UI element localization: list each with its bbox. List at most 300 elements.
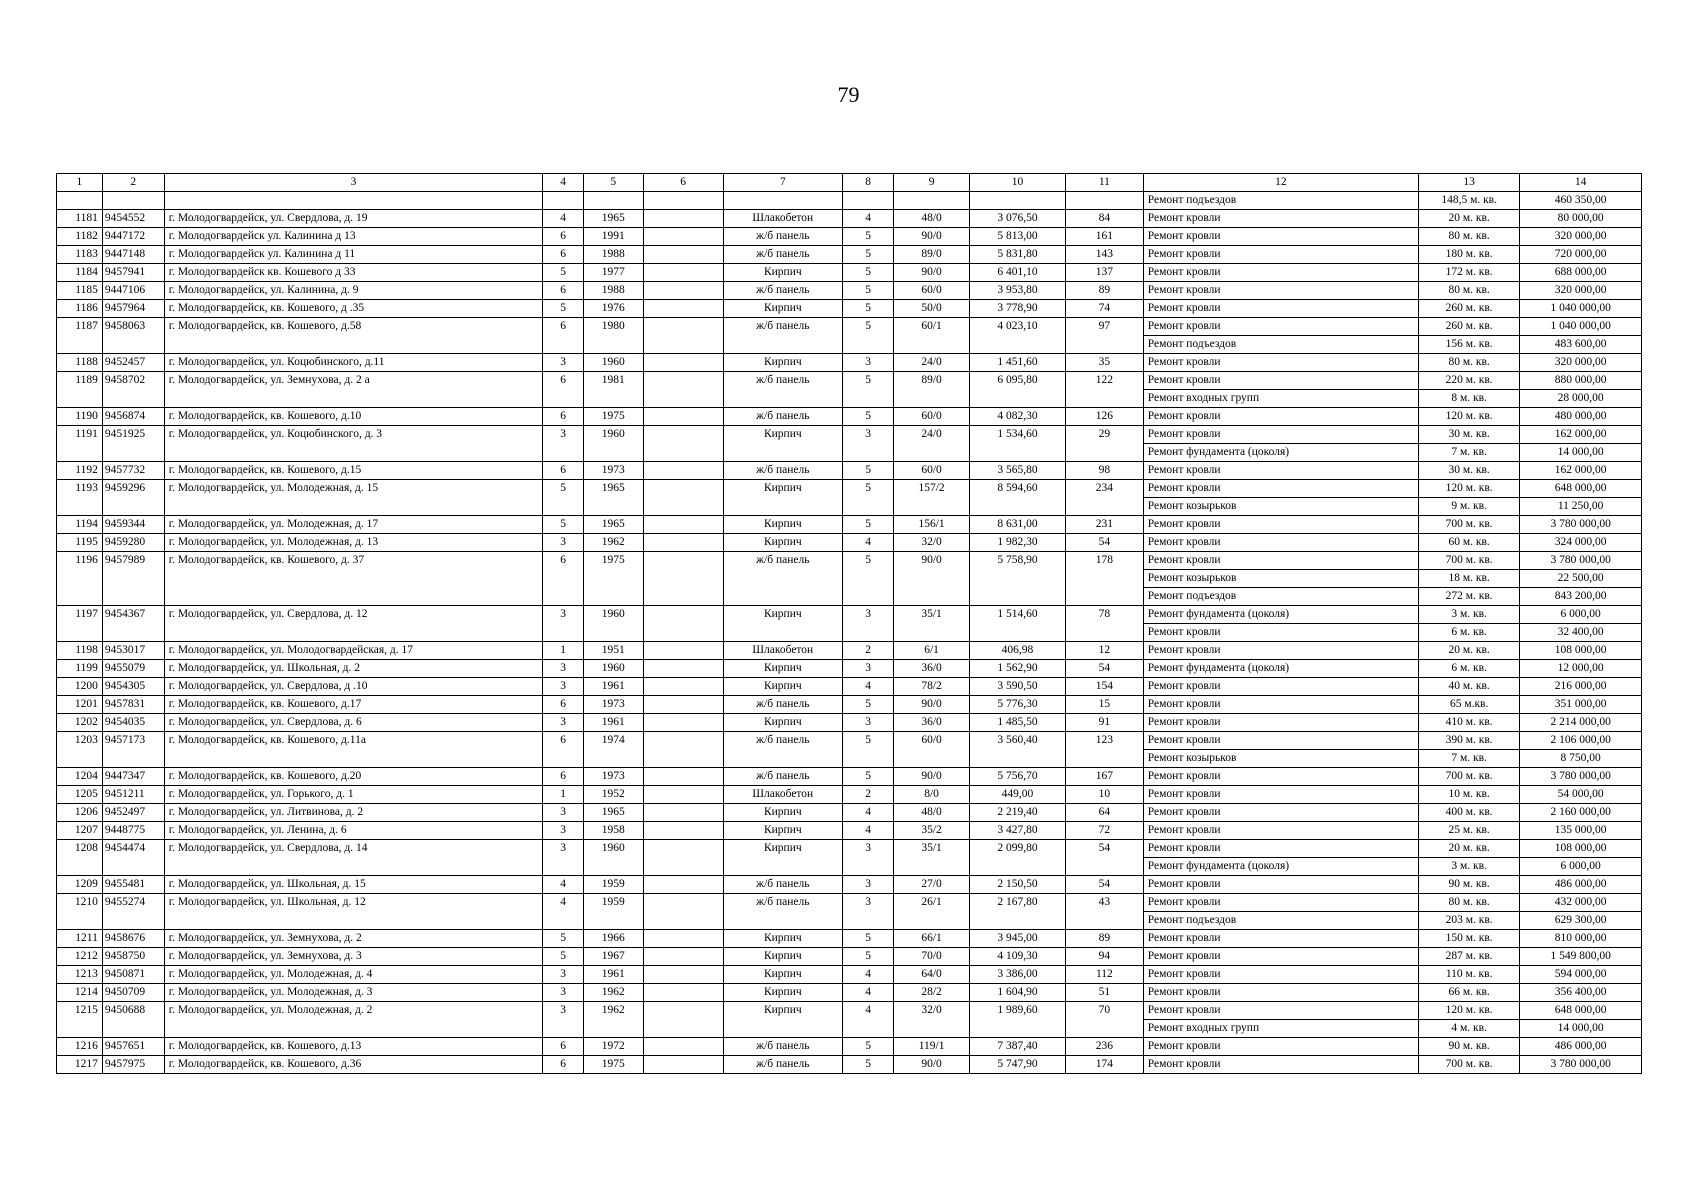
floors-cell — [843, 588, 894, 606]
col4-cell: 3 — [543, 966, 584, 984]
wall-material-cell — [723, 390, 842, 408]
col9-cell — [894, 336, 970, 354]
area-cell: 5 776,30 — [969, 696, 1065, 714]
floors-cell: 3 — [843, 876, 894, 894]
volume-cell: 120 м. кв. — [1418, 1002, 1519, 1020]
col9-cell — [894, 390, 970, 408]
year-cell: 1961 — [583, 678, 643, 696]
work-type-cell: Ремонт кровли — [1143, 732, 1418, 750]
year-cell: 1952 — [583, 786, 643, 804]
col9-cell: 6/1 — [894, 642, 970, 660]
year-cell — [583, 336, 643, 354]
floors-cell: 5 — [843, 768, 894, 786]
volume-cell: 7 м. кв. — [1418, 750, 1519, 768]
col4-cell — [543, 192, 584, 210]
year-cell: 1958 — [583, 822, 643, 840]
cost-cell: 320 000,00 — [1520, 228, 1642, 246]
volume-cell: 80 м. кв. — [1418, 282, 1519, 300]
residents-cell: 89 — [1065, 282, 1143, 300]
col9-cell: 60/1 — [894, 318, 970, 336]
wall-material-cell — [723, 192, 842, 210]
address-cell: г. Молодогвардейск ул. Калинина д 11 — [164, 246, 543, 264]
address-cell: г. Молодогвардейск, ул. Литвинова, д. 2 — [164, 804, 543, 822]
year-cell: 1991 — [583, 228, 643, 246]
table-row — [57, 1020, 1642, 1038]
year-cell: 1962 — [583, 1002, 643, 1020]
col6-cell — [643, 192, 723, 210]
residents-cell — [1065, 336, 1143, 354]
year-cell — [583, 192, 643, 210]
residents-cell: 84 — [1065, 210, 1143, 228]
volume-cell: 60 м. кв. — [1418, 534, 1519, 552]
col6-cell — [643, 228, 723, 246]
building-id-cell — [102, 444, 164, 462]
col6-cell — [643, 804, 723, 822]
building-id-cell: 9455274 — [102, 894, 164, 912]
work-type-cell: Ремонт фундамента (цоколя) — [1143, 606, 1418, 624]
row-number-cell: 1201 — [57, 696, 103, 714]
table-row — [57, 1002, 1642, 1020]
address-cell: г. Молодогвардейск, ул. Молодежная, д. 17 — [164, 516, 543, 534]
col6-cell — [643, 534, 723, 552]
col9-cell: 90/0 — [894, 228, 970, 246]
col4-cell: 3 — [543, 660, 584, 678]
area-cell: 4 082,30 — [969, 408, 1065, 426]
col6-cell — [643, 750, 723, 768]
col6-cell — [643, 1020, 723, 1038]
building-id-cell: 9455079 — [102, 660, 164, 678]
area-cell — [969, 444, 1065, 462]
col9-cell: 48/0 — [894, 210, 970, 228]
building-id-cell: 9457831 — [102, 696, 164, 714]
residents-cell — [1065, 498, 1143, 516]
cost-cell: 3 780 000,00 — [1520, 1056, 1642, 1074]
row-number-cell: 1212 — [57, 948, 103, 966]
row-number-cell — [57, 336, 103, 354]
col9-cell — [894, 444, 970, 462]
wall-material-cell: ж/б панель — [723, 876, 842, 894]
work-type-cell: Ремонт козырьков — [1143, 498, 1418, 516]
area-cell — [969, 588, 1065, 606]
page-number: 79 — [837, 82, 860, 107]
residents-cell: 167 — [1065, 768, 1143, 786]
wall-material-cell: Кирпич — [723, 354, 842, 372]
wall-material-cell: Кирпич — [723, 984, 842, 1002]
residents-cell: 54 — [1065, 660, 1143, 678]
area-cell: 2 219,40 — [969, 804, 1065, 822]
col9-cell: 50/0 — [894, 300, 970, 318]
work-type-cell: Ремонт кровли — [1143, 534, 1418, 552]
cost-cell: 14 000,00 — [1520, 1020, 1642, 1038]
building-id-cell: 9452457 — [102, 354, 164, 372]
table-row — [57, 408, 1642, 426]
area-cell: 5 831,80 — [969, 246, 1065, 264]
volume-cell: 3 м. кв. — [1418, 606, 1519, 624]
residents-cell: 12 — [1065, 642, 1143, 660]
header-cell: 14 — [1520, 174, 1642, 192]
residents-cell: 98 — [1065, 462, 1143, 480]
wall-material-cell: ж/б панель — [723, 1056, 842, 1074]
work-type-cell: Ремонт кровли — [1143, 894, 1418, 912]
col6-cell — [643, 606, 723, 624]
work-type-cell: Ремонт кровли — [1143, 714, 1418, 732]
wall-material-cell: Кирпич — [723, 948, 842, 966]
residents-cell: 15 — [1065, 696, 1143, 714]
header-cell: 6 — [643, 174, 723, 192]
table-row — [57, 1056, 1642, 1074]
col6-cell — [643, 1038, 723, 1056]
area-cell: 3 076,50 — [969, 210, 1065, 228]
address-cell: г. Молодогвардейск, ул. Молодежная, д. 15 — [164, 480, 543, 498]
year-cell: 1977 — [583, 264, 643, 282]
col4-cell — [543, 498, 584, 516]
residents-cell: 64 — [1065, 804, 1143, 822]
table-row — [57, 876, 1642, 894]
building-id-cell: 9456874 — [102, 408, 164, 426]
cost-cell: 688 000,00 — [1520, 264, 1642, 282]
wall-material-cell — [723, 858, 842, 876]
address-cell: г. Молодогвардейск, ул. Молодежная, д. 3 — [164, 984, 543, 1002]
table-row — [57, 858, 1642, 876]
address-cell — [164, 858, 543, 876]
building-id-cell: 9454305 — [102, 678, 164, 696]
header-cell: 12 — [1143, 174, 1418, 192]
work-type-cell: Ремонт кровли — [1143, 264, 1418, 282]
building-id-cell: 9457964 — [102, 300, 164, 318]
table-row — [57, 588, 1642, 606]
table-row — [57, 750, 1642, 768]
wall-material-cell: ж/б панель — [723, 282, 842, 300]
col6-cell — [643, 876, 723, 894]
cost-cell: 162 000,00 — [1520, 462, 1642, 480]
year-cell: 1965 — [583, 804, 643, 822]
col4-cell — [543, 588, 584, 606]
area-cell: 3 590,50 — [969, 678, 1065, 696]
col6-cell — [643, 354, 723, 372]
col6-cell — [643, 948, 723, 966]
col6-cell — [643, 984, 723, 1002]
col6-cell — [643, 660, 723, 678]
wall-material-cell: Кирпич — [723, 930, 842, 948]
area-cell: 3 427,80 — [969, 822, 1065, 840]
volume-cell: 80 м. кв. — [1418, 894, 1519, 912]
building-id-cell: 9447148 — [102, 246, 164, 264]
col4-cell: 3 — [543, 1002, 584, 1020]
row-number-cell — [57, 858, 103, 876]
col6-cell — [643, 390, 723, 408]
volume-cell: 120 м. кв. — [1418, 480, 1519, 498]
table-row — [57, 570, 1642, 588]
building-id-cell: 9457941 — [102, 264, 164, 282]
cost-cell: 1 040 000,00 — [1520, 318, 1642, 336]
floors-cell: 5 — [843, 480, 894, 498]
row-number-cell: 1204 — [57, 768, 103, 786]
address-cell: г. Молодогвардейск, кв. Кошевого, д.36 — [164, 1056, 543, 1074]
address-cell: г. Молодогвардейск, ул. Земнухова, д. 2 — [164, 930, 543, 948]
floors-cell: 4 — [843, 1002, 894, 1020]
volume-cell: 272 м. кв. — [1418, 588, 1519, 606]
floors-cell — [843, 912, 894, 930]
residents-cell — [1065, 750, 1143, 768]
cost-cell: 320 000,00 — [1520, 282, 1642, 300]
residents-cell: 78 — [1065, 606, 1143, 624]
work-type-cell: Ремонт входных групп — [1143, 1020, 1418, 1038]
address-cell — [164, 570, 543, 588]
col6-cell — [643, 300, 723, 318]
year-cell: 1961 — [583, 966, 643, 984]
volume-cell: 3 м. кв. — [1418, 858, 1519, 876]
wall-material-cell: ж/б панель — [723, 318, 842, 336]
col9-cell: 66/1 — [894, 930, 970, 948]
row-number-cell: 1202 — [57, 714, 103, 732]
area-cell — [969, 192, 1065, 210]
residents-cell: 72 — [1065, 822, 1143, 840]
floors-cell: 3 — [843, 714, 894, 732]
col6-cell — [643, 408, 723, 426]
col4-cell — [543, 858, 584, 876]
floors-cell: 5 — [843, 1056, 894, 1074]
year-cell: 1973 — [583, 768, 643, 786]
year-cell: 1959 — [583, 894, 643, 912]
col6-cell — [643, 894, 723, 912]
cost-cell: 648 000,00 — [1520, 1002, 1642, 1020]
year-cell: 1961 — [583, 714, 643, 732]
work-type-cell: Ремонт кровли — [1143, 930, 1418, 948]
area-cell: 8 631,00 — [969, 516, 1065, 534]
col6-cell — [643, 588, 723, 606]
address-cell: г. Молодогвардейск, ул. Свердлова, д. 19 — [164, 210, 543, 228]
wall-material-cell: Кирпич — [723, 264, 842, 282]
floors-cell — [843, 624, 894, 642]
volume-cell: 203 м. кв. — [1418, 912, 1519, 930]
row-number-cell — [57, 750, 103, 768]
year-cell: 1981 — [583, 372, 643, 390]
floors-cell: 5 — [843, 1038, 894, 1056]
building-id-cell: 9459344 — [102, 516, 164, 534]
col9-cell — [894, 750, 970, 768]
year-cell: 1960 — [583, 606, 643, 624]
volume-cell: 172 м. кв. — [1418, 264, 1519, 282]
row-number-cell: 1197 — [57, 606, 103, 624]
floors-cell: 4 — [843, 984, 894, 1002]
volume-cell: 150 м. кв. — [1418, 930, 1519, 948]
cost-cell: 1 549 800,00 — [1520, 948, 1642, 966]
area-cell — [969, 336, 1065, 354]
cost-cell: 2 214 000,00 — [1520, 714, 1642, 732]
volume-cell: 25 м. кв. — [1418, 822, 1519, 840]
volume-cell: 65 м.кв. — [1418, 696, 1519, 714]
col6-cell — [643, 498, 723, 516]
cost-cell: 8 750,00 — [1520, 750, 1642, 768]
year-cell: 1965 — [583, 210, 643, 228]
building-id-cell — [102, 498, 164, 516]
work-type-cell: Ремонт кровли — [1143, 318, 1418, 336]
row-number-cell: 1190 — [57, 408, 103, 426]
row-number-cell — [57, 570, 103, 588]
wall-material-cell: ж/б панель — [723, 372, 842, 390]
table-row — [57, 822, 1642, 840]
floors-cell — [843, 192, 894, 210]
col4-cell: 5 — [543, 300, 584, 318]
address-cell — [164, 1020, 543, 1038]
residents-cell: 91 — [1065, 714, 1143, 732]
col9-cell — [894, 192, 970, 210]
wall-material-cell: Кирпич — [723, 1002, 842, 1020]
residents-cell: 29 — [1065, 426, 1143, 444]
header-cell: 5 — [583, 174, 643, 192]
area-cell: 3 945,00 — [969, 930, 1065, 948]
col4-cell: 6 — [543, 246, 584, 264]
cost-cell: 2 106 000,00 — [1520, 732, 1642, 750]
area-cell: 1 982,30 — [969, 534, 1065, 552]
address-cell: г. Молодогвардейск, ул. Коцюбинского, д. 3 — [164, 426, 543, 444]
table-row — [57, 1038, 1642, 1056]
work-type-cell: Ремонт подъездов — [1143, 588, 1418, 606]
row-number-cell: 1192 — [57, 462, 103, 480]
residents-cell: 43 — [1065, 894, 1143, 912]
floors-cell — [843, 570, 894, 588]
col6-cell — [643, 858, 723, 876]
volume-cell: 390 м. кв. — [1418, 732, 1519, 750]
work-type-cell: Ремонт кровли — [1143, 678, 1418, 696]
volume-cell: 90 м. кв. — [1418, 1038, 1519, 1056]
address-cell: г. Молодогвардейск, кв. Кошевого, д.10 — [164, 408, 543, 426]
col4-cell — [543, 390, 584, 408]
col4-cell — [543, 444, 584, 462]
address-cell — [164, 498, 543, 516]
volume-cell: 4 м. кв. — [1418, 1020, 1519, 1038]
residents-cell — [1065, 624, 1143, 642]
floors-cell: 3 — [843, 426, 894, 444]
year-cell — [583, 498, 643, 516]
area-cell: 5 747,90 — [969, 1056, 1065, 1074]
work-type-cell: Ремонт фундамента (цоколя) — [1143, 444, 1418, 462]
row-number-cell: 1182 — [57, 228, 103, 246]
year-cell: 1975 — [583, 408, 643, 426]
floors-cell: 5 — [843, 318, 894, 336]
wall-material-cell: ж/б панель — [723, 732, 842, 750]
table-row — [57, 318, 1642, 336]
address-cell: г. Молодогвардейск, кв. Кошевого, д .35 — [164, 300, 543, 318]
building-id-cell: 9452497 — [102, 804, 164, 822]
col9-cell: 89/0 — [894, 246, 970, 264]
col9-cell: 90/0 — [894, 552, 970, 570]
work-type-cell: Ремонт входных групп — [1143, 390, 1418, 408]
col9-cell: 35/1 — [894, 606, 970, 624]
address-cell — [164, 192, 543, 210]
area-cell — [969, 624, 1065, 642]
col4-cell: 1 — [543, 786, 584, 804]
row-number-cell — [57, 624, 103, 642]
wall-material-cell: Кирпич — [723, 714, 842, 732]
residents-cell: 54 — [1065, 876, 1143, 894]
area-cell: 5 756,70 — [969, 768, 1065, 786]
table-row — [57, 966, 1642, 984]
address-cell — [164, 750, 543, 768]
area-cell — [969, 570, 1065, 588]
area-cell: 4 023,10 — [969, 318, 1065, 336]
floors-cell: 5 — [843, 462, 894, 480]
wall-material-cell: Кирпич — [723, 840, 842, 858]
floors-cell: 3 — [843, 660, 894, 678]
cost-cell: 135 000,00 — [1520, 822, 1642, 840]
wall-material-cell — [723, 588, 842, 606]
wall-material-cell: Кирпич — [723, 966, 842, 984]
building-id-cell — [102, 570, 164, 588]
work-type-cell: Ремонт кровли — [1143, 426, 1418, 444]
col4-cell: 4 — [543, 876, 584, 894]
area-cell: 406,98 — [969, 642, 1065, 660]
cost-cell: 80 000,00 — [1520, 210, 1642, 228]
year-cell — [583, 624, 643, 642]
volume-cell: 80 м. кв. — [1418, 354, 1519, 372]
header-cell: 4 — [543, 174, 584, 192]
table-row — [57, 642, 1642, 660]
wall-material-cell: ж/б панель — [723, 228, 842, 246]
wall-material-cell — [723, 912, 842, 930]
col6-cell — [643, 246, 723, 264]
col9-cell: 60/0 — [894, 408, 970, 426]
wall-material-cell: ж/б панель — [723, 462, 842, 480]
table-row — [57, 516, 1642, 534]
volume-cell: 700 м. кв. — [1418, 768, 1519, 786]
floors-cell: 3 — [843, 840, 894, 858]
col6-cell — [643, 516, 723, 534]
cost-cell: 460 350,00 — [1520, 192, 1642, 210]
year-cell: 1960 — [583, 840, 643, 858]
col4-cell: 3 — [543, 822, 584, 840]
row-number-cell — [57, 192, 103, 210]
residents-cell — [1065, 588, 1143, 606]
floors-cell: 5 — [843, 228, 894, 246]
col4-cell: 3 — [543, 606, 584, 624]
cost-cell: 28 000,00 — [1520, 390, 1642, 408]
residents-cell — [1065, 570, 1143, 588]
address-cell: г. Молодогвардейск, ул. Свердлова, д .10 — [164, 678, 543, 696]
table-row — [57, 732, 1642, 750]
residents-cell: 70 — [1065, 1002, 1143, 1020]
address-cell: г. Молодогвардейск, ул. Свердлова, д. 12 — [164, 606, 543, 624]
header-cell: 2 — [102, 174, 164, 192]
building-id-cell: 9451925 — [102, 426, 164, 444]
building-id-cell: 9458702 — [102, 372, 164, 390]
building-id-cell: 9458750 — [102, 948, 164, 966]
col9-cell: 60/0 — [894, 732, 970, 750]
floors-cell: 5 — [843, 732, 894, 750]
col9-cell: 32/0 — [894, 1002, 970, 1020]
col4-cell: 3 — [543, 804, 584, 822]
floors-cell: 3 — [843, 354, 894, 372]
volume-cell: 410 м. кв. — [1418, 714, 1519, 732]
wall-material-cell: Кирпич — [723, 678, 842, 696]
residents-cell: 137 — [1065, 264, 1143, 282]
floors-cell: 5 — [843, 696, 894, 714]
work-type-cell: Ремонт подъездов — [1143, 336, 1418, 354]
col4-cell: 3 — [543, 354, 584, 372]
address-cell: г. Молодогвардейск, ул. Горького, д. 1 — [164, 786, 543, 804]
building-id-cell — [102, 750, 164, 768]
floors-cell — [843, 444, 894, 462]
col6-cell — [643, 570, 723, 588]
work-type-cell: Ремонт козырьков — [1143, 570, 1418, 588]
wall-material-cell: ж/б панель — [723, 894, 842, 912]
header-cell: 3 — [164, 174, 543, 192]
col4-cell: 6 — [543, 228, 584, 246]
wall-material-cell: Кирпич — [723, 534, 842, 552]
residents-cell — [1065, 444, 1143, 462]
work-type-cell: Ремонт кровли — [1143, 354, 1418, 372]
floors-cell: 5 — [843, 246, 894, 264]
